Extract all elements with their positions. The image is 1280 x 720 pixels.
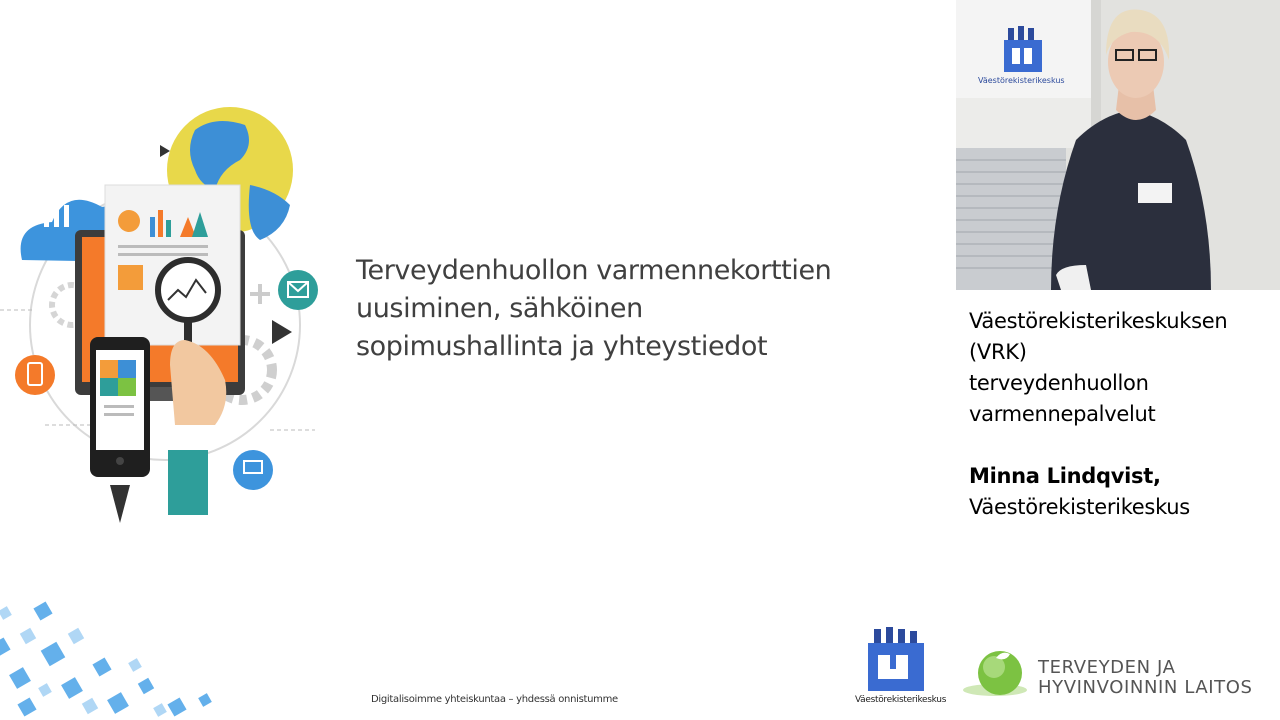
thl-logo-text — [1038, 658, 1253, 698]
slide-title-line-1: Terveydenhuollon varmennekorttien — [356, 255, 832, 286]
slide-title-line-3: sopimushallinta ja yhteystiedot — [356, 331, 768, 362]
vrk-video-caption: Väestörekisterikeskus — [978, 76, 1065, 85]
footer-tagline: Digitalisoimme yhteiskuntaa – yhdessä onnistumme — [371, 694, 618, 705]
speaker-affiliation: Väestörekisterikeskus — [969, 495, 1190, 519]
presenter-video-frame — [956, 0, 1280, 290]
presenter-video — [956, 0, 1280, 290]
org-line-4: varmennepalvelut — [969, 402, 1156, 426]
slide-title-line-2: uusiminen, sähköinen — [356, 293, 643, 324]
speaker-name: Minna Lindqvist, — [969, 464, 1161, 488]
slide-title — [356, 252, 916, 366]
presenter-info — [969, 306, 1269, 523]
decorative-tiles — [0, 600, 240, 720]
digital-services-illustration — [0, 105, 330, 530]
thl-line-2: HYVINVOINNIN LAITOS — [1038, 677, 1253, 698]
vrk-logo-caption: Väestörekisterikeskus — [855, 695, 947, 705]
org-line-1: Väestörekisterikeskuksen — [969, 309, 1228, 333]
org-line-3: terveydenhuollon — [969, 371, 1149, 395]
thl-line-1: TERVEYDEN JA — [1038, 657, 1176, 678]
vrk-logo-icon — [860, 625, 930, 695]
thl-logo-icon — [960, 648, 1030, 703]
org-line-2: (VRK) — [969, 340, 1027, 364]
